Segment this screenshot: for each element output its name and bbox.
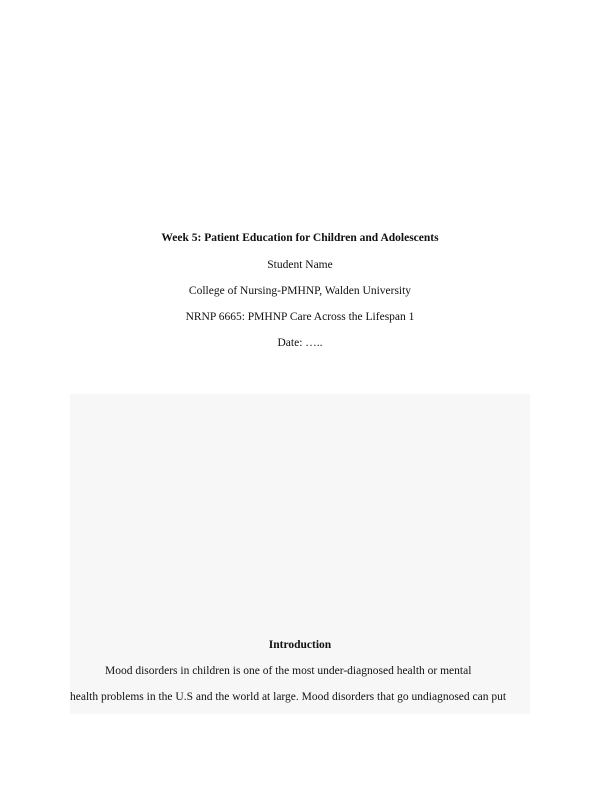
college-name: College of Nursing-PMHNP, Walden University xyxy=(188,285,412,297)
body-text-line: health problems in the U.S and the world at large. Mood disorders that go undiagnosed can put xyxy=(70,691,507,703)
title-block xyxy=(0,232,600,363)
body-text-line: Mood disorders in children is one of the most under-diagnosed health or mental xyxy=(105,665,472,677)
student-name: Student Name xyxy=(267,259,333,271)
course-name: NRNP 6665: PMHNP Care Across the Lifespan 1 xyxy=(185,311,415,323)
date-line: Date: ….. xyxy=(277,337,323,349)
introduction-heading: Introduction xyxy=(268,639,332,651)
paper-title: Week 5: Patient Education for Children and Adolescents xyxy=(161,232,439,244)
